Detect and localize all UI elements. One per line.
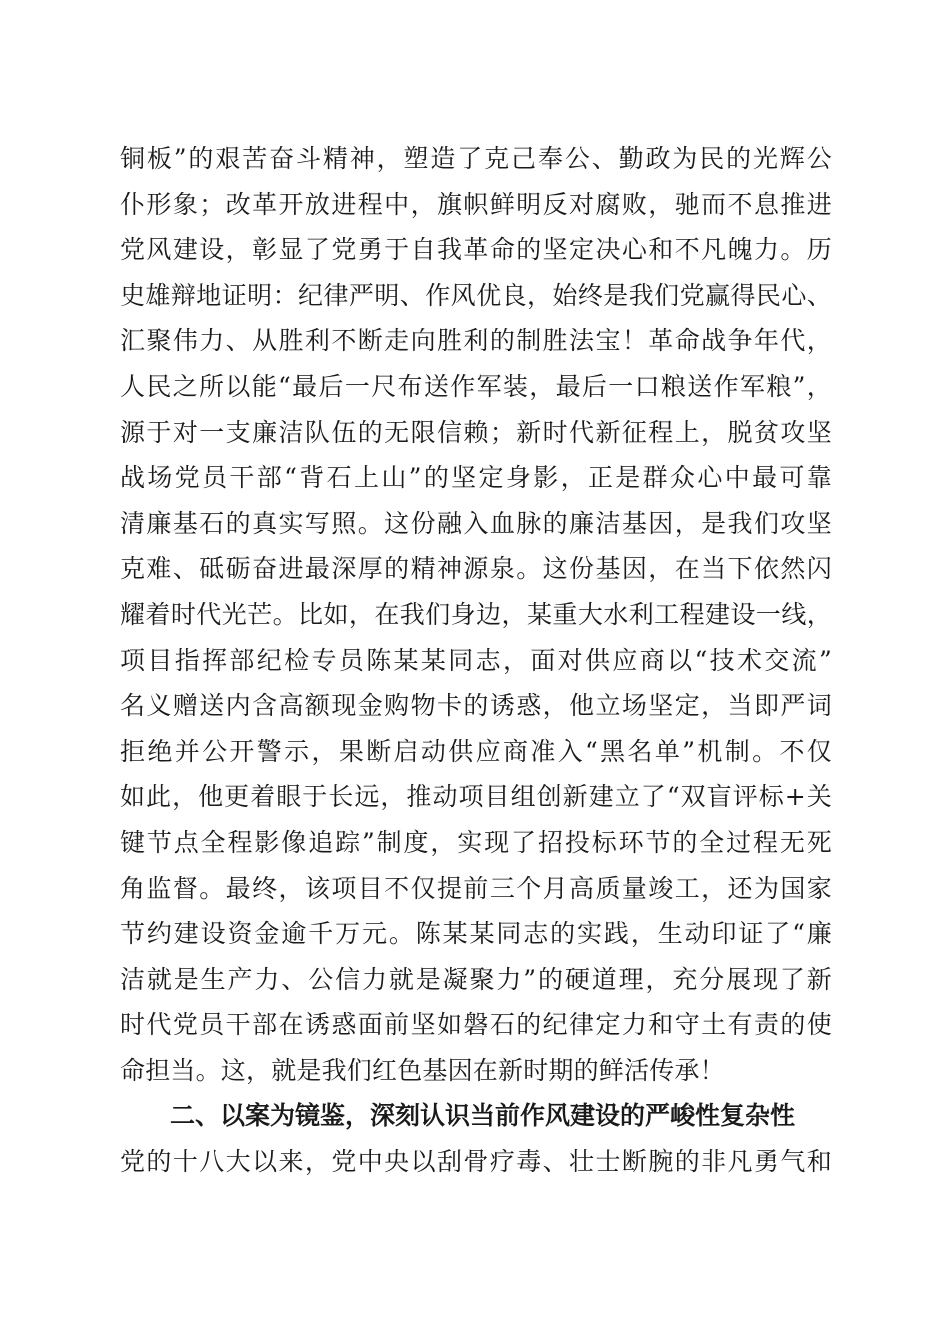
text-line: 党的十八大以来，党中央以刮骨疗毒、壮士断腕的非凡勇气和 (120, 1147, 832, 1177)
text-line: 名义赠送内含高额现金购物卡的诱惑，他立场坚定，当即严词 (120, 691, 832, 721)
text-line: 铜板”的艰苦奋斗精神，塑造了克己奉公、勤政为民的光辉公 (120, 144, 832, 173)
text-line: 洁就是生产力、公信力就是凝聚力”的硬道理，充分展现了新 (120, 964, 832, 994)
text-line: 拒绝并公开警示，果断启动供应商准入“黑名单”机制。不仅 (120, 736, 832, 766)
text-line: 党风建设，彰显了党勇于自我革命的坚定决心和不凡魄力。历 (120, 235, 832, 265)
text-line: 人民之所以能“最后一尺布送作军装，最后一口粮送作军粮”， (120, 371, 832, 401)
section-heading: 二、以案为镜鉴，深刻认识当前作风建设的严峻性复杂性 (170, 1101, 796, 1131)
text-line: 源于对一支廉洁队伍的无限信赖；新时代新征程上，脱贫攻坚 (120, 417, 832, 447)
text-line: 时代党员干部在诱惑面前坚如磐石的纪律定力和守土有责的使 (120, 1010, 832, 1040)
body-text (120, 136, 832, 1185)
text-line: 如此，他更着眼于长远，推动项目组创新建立了“双盲评标+关 (120, 782, 832, 812)
text-line: 键节点全程影像追踪”制度，实现了招投标环节的全过程无死 (120, 827, 832, 857)
text-line: 命担当。这，就是我们红色基因在新时期的鲜活传承！ (120, 1055, 725, 1085)
text-line: 节约建设资金逾千万元。陈某某同志的实践，生动印证了“廉 (120, 919, 832, 949)
text-line: 项目指挥部纪检专员陈某某同志，面对供应商以“技术交流” (120, 645, 832, 675)
text-line: 克难、砥砺奋进最深厚的精神源泉。这份基因，在当下依然闪 (120, 554, 832, 584)
text-line: 战场党员干部“背石上山”的坚定身影，正是群众心中最可靠 (120, 463, 832, 493)
text-line: 清廉基石的真实写照。这份融入血脉的廉洁基因，是我们攻坚 (120, 508, 832, 538)
paragraph-1 (120, 136, 832, 1093)
text-line: 汇聚伟力、从胜利不断走向胜利的制胜法宝！革命战争年代， (120, 326, 832, 356)
text-line: 耀着时代光芒。比如，在我们身边，某重大水利工程建设一线， (120, 599, 832, 629)
paragraph-2 (120, 1139, 832, 1185)
text-line: 史雄辩地证明：纪律严明、作风优良，始终是我们党赢得民心、 (120, 280, 832, 310)
text-line: 角监督。最终，该项目不仅提前三个月高质量竣工，还为国家 (120, 873, 832, 903)
text-line: 仆形象；改革开放进程中，旗帜鲜明反对腐败，驰而不息推进 (120, 189, 832, 219)
